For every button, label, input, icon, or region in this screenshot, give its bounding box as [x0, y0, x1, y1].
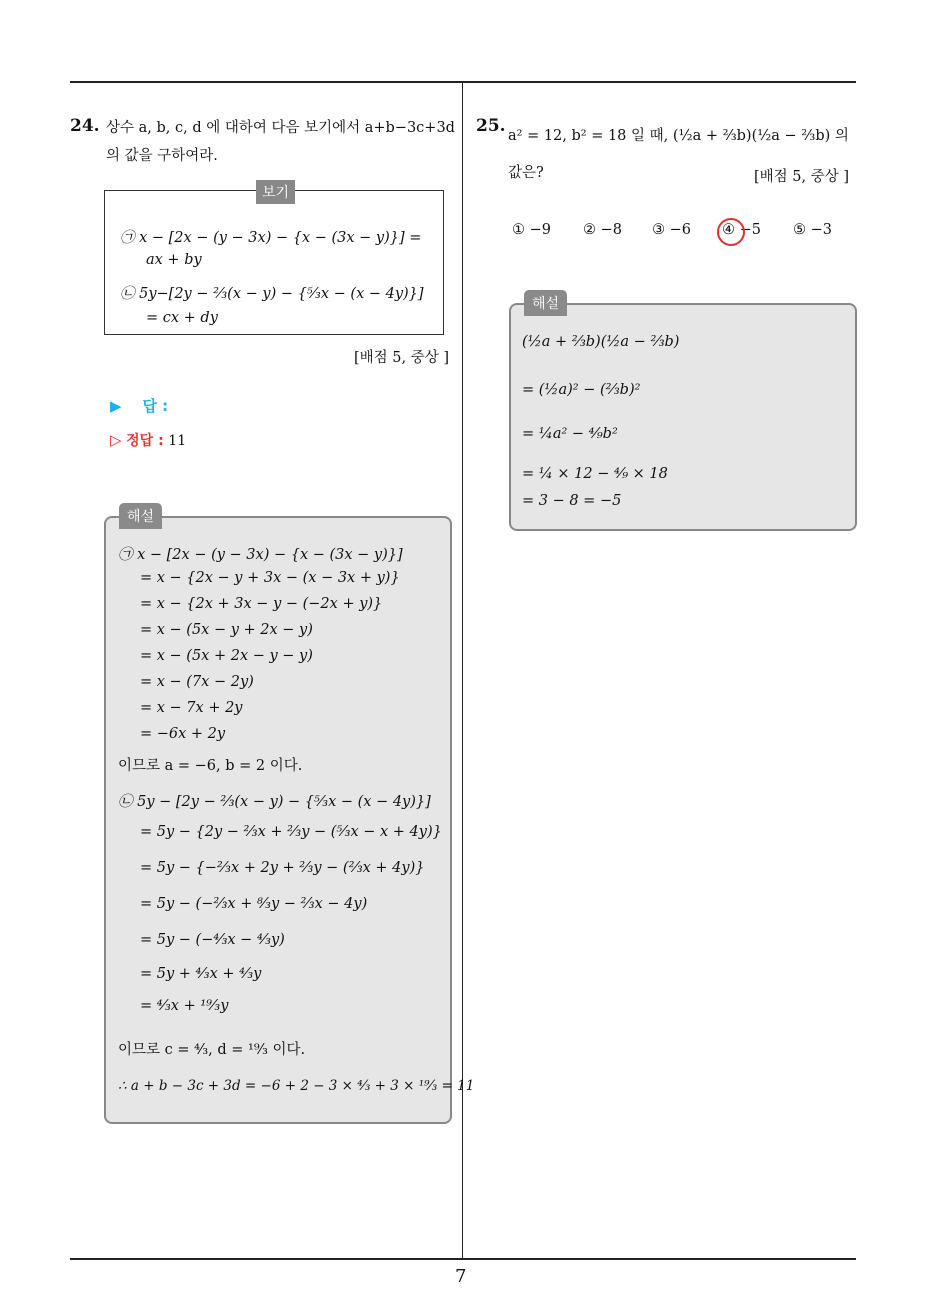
q25-choice-1[interactable]: ① −9: [512, 222, 551, 238]
q24-sol-line-18: ∴ a + b − 3c + 3d = −6 + 2 − 3 × ⁴⁄₃ + 3 × ¹⁹⁄₃ = 11: [118, 1078, 475, 1094]
q24-question-line2: 의 값을 구하여라.: [106, 148, 218, 164]
q24-sol-line-6: = x − (7x − 2y): [140, 674, 254, 690]
q24-box-line-1: ㉠ x − [2x − (y − 3x) − {x − (3x − y)}] =: [120, 230, 422, 246]
q24-correct-label: 정답 :: [126, 433, 164, 449]
q25-number: 25.: [476, 116, 506, 136]
bottom-rule: [70, 1258, 856, 1260]
q25-choice-3[interactable]: ③ −6: [652, 222, 691, 238]
q25-choice-4[interactable]: ④ −5: [722, 222, 761, 238]
q24-sol-line-2: = x − {2x − y + 3x − (x − 3x + y)}: [140, 570, 400, 586]
q24-sol-line-9: 이므로 a = −6, b = 2 이다.: [118, 758, 303, 774]
q24-correct-row: [110, 430, 186, 450]
q25-choice-5[interactable]: ⑤ −3: [793, 222, 832, 238]
q24-sol-line-8: = −6x + 2y: [140, 726, 226, 742]
q25-sol-line-1: (½a + ⅔b)(½a − ⅔b): [522, 334, 680, 350]
q24-sol-line-1: ㉠ x − [2x − (y − 3x) − {x − (3x − y)}]: [118, 547, 403, 563]
q25-score: [배점 5, 중상 ]: [754, 169, 850, 185]
q25-solution-tag: 해설: [524, 290, 567, 316]
q24-example-tag: 보기: [256, 180, 295, 204]
q24-correct-value: 11: [168, 433, 187, 449]
q24-box-line-2: ax + by: [146, 252, 202, 268]
q24-number: 24.: [70, 116, 100, 136]
play-outline-icon: ▷: [110, 431, 122, 449]
q24-question-line1: 상수 a, b, c, d 에 대하여 다음 보기에서 a+b−3c+3d: [106, 120, 455, 136]
q24-sol-line-16: = ⁴⁄₃x + ¹⁹⁄₃y: [140, 998, 229, 1014]
q24-sol-line-13: = 5y − (−⅔x + ⁸⁄₃y − ⅔x − 4y): [140, 896, 368, 912]
q25-sol-line-5: = 3 − 8 = −5: [522, 493, 622, 509]
q24-answer-label: 답 :: [142, 397, 169, 415]
q25-choice-2[interactable]: ② −8: [583, 222, 622, 238]
q24-sol-line-5: = x − (5x + 2x − y − y): [140, 648, 313, 664]
q24-sol-line-17: 이므로 c = ⁴⁄₃, d = ¹⁹⁄₃ 이다.: [118, 1042, 306, 1058]
q24-sol-line-11: = 5y − {2y − ⅔x + ⅔y − (⁵⁄₃x − x + 4y)}: [140, 824, 442, 840]
q24-sol-line-12: = 5y − {−⅔x + 2y + ⅔y − (⅔x + 4y)}: [140, 860, 425, 876]
q24-solution-tag: 해설: [119, 503, 162, 529]
page-number: 7: [455, 1266, 467, 1287]
q25-sol-line-3: = ¼a² − ⁴⁄₉b²: [522, 426, 618, 442]
answer-mark-circle: [717, 218, 745, 246]
q25-question-line1: a² = 12, b² = 18 일 때, (½a + ⅔b)(½a − ⅔b) 의: [508, 128, 849, 144]
q24-sol-line-10: ㉡ 5y − [2y − ⅔(x − y) − {⁵⁄₃x − (x − 4y)}]: [118, 794, 431, 810]
top-rule: [70, 81, 856, 83]
q24-sol-line-15: = 5y + ⁴⁄₃x + ⁴⁄₃y: [140, 966, 262, 982]
q25-sol-line-2: = (½a)² − (⅔b)²: [522, 382, 641, 398]
q24-box-line-3: ㉡ 5y−[2y − ⅔(x − y) − {⁵⁄₃x − (x − 4y)}]: [120, 286, 424, 302]
q24-score: [배점 5, 중상 ]: [354, 350, 450, 366]
q24-box-line-4: = cx + dy: [146, 310, 218, 326]
q24-sol-line-4: = x − (5x − y + 2x − y): [140, 622, 313, 638]
q24-sol-line-3: = x − {2x + 3x − y − (−2x + y)}: [140, 596, 383, 612]
q24-sol-line-14: = 5y − (−⁴⁄₃x − ⁴⁄₃y): [140, 932, 285, 948]
q25-sol-line-4: = ¼ × 12 − ⁴⁄₉ × 18: [522, 466, 668, 482]
q25-question-line2: 값은?: [508, 165, 544, 181]
q24-answer-row: [110, 395, 168, 416]
play-icon: ▶: [110, 397, 122, 415]
q24-sol-line-7: = x − 7x + 2y: [140, 700, 243, 716]
